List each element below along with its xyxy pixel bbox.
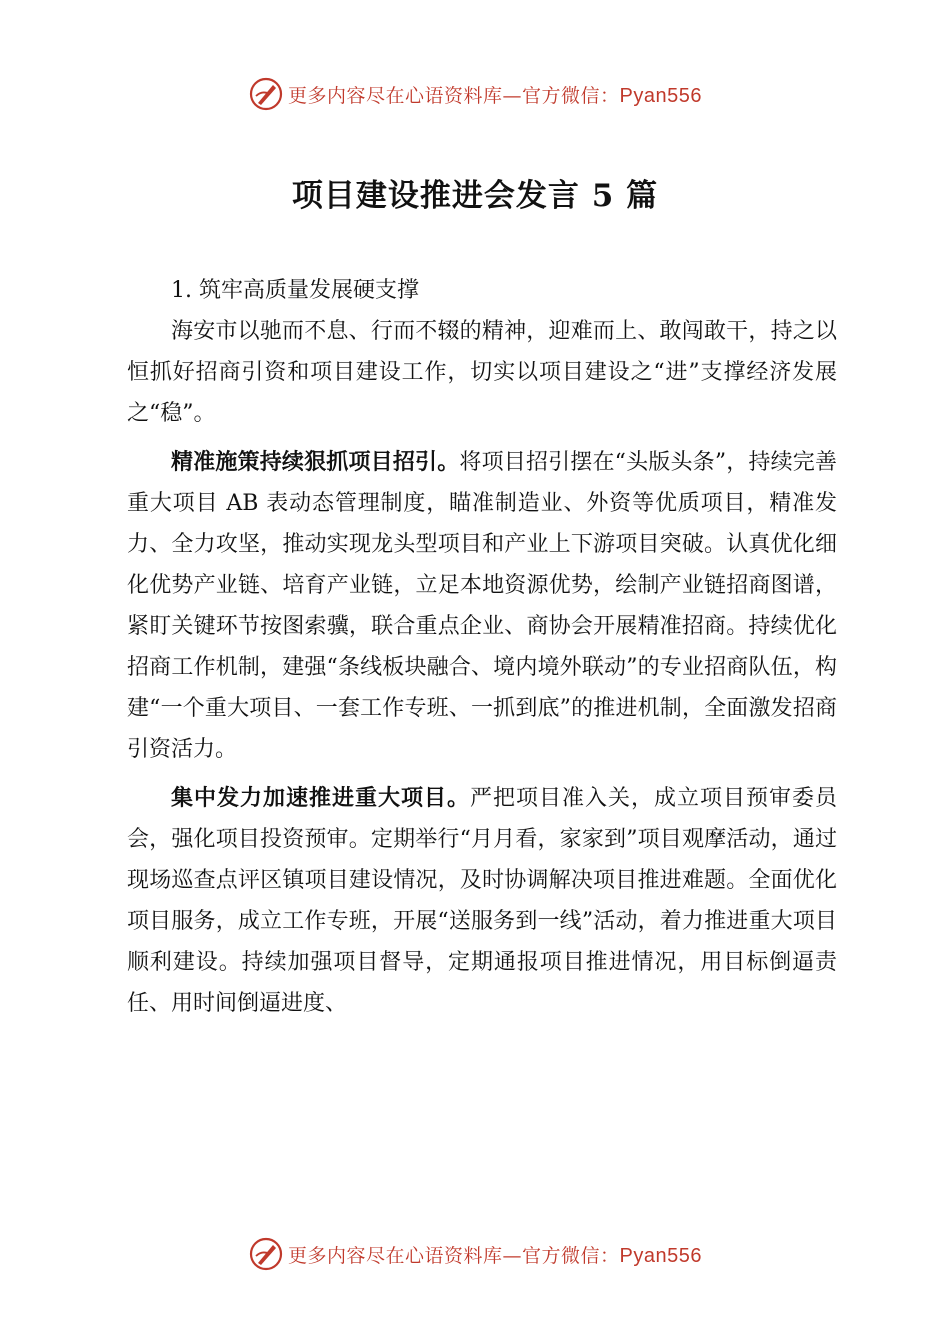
document-title: 项目建设推进会发言 5 篇 xyxy=(291,178,659,214)
quill-circle-icon xyxy=(248,76,284,112)
document-body xyxy=(127,270,837,1024)
watermark-id: Pyan556 xyxy=(619,1244,702,1267)
paragraph-1-lead: 精准施策持续狠抓项目招引。 xyxy=(171,450,460,475)
section-heading: 1. 筑牢高质量发展硬支撑 xyxy=(171,278,419,303)
paragraph-2-body: 严把项目准入关，成立项目预审委员会，强化项目投资预审。定期举行“月月看，家家到”项目观摩活动，通过现场巡查点评区镇项目建设情况，及时协调解决项目推进难题。全面优化项目服务，成立工作专班，开展“送服务到一线”活动，着力推进重大项目顺利建设。持续加强项目督导，定期通报项目推进情况，用目标倒逼责任、用时间倒逼进度、 xyxy=(127,786,837,1016)
paragraph-1 xyxy=(127,442,837,770)
header-watermark xyxy=(0,74,950,114)
watermark-text: 更多内容尽在心语资料库—官方微信：Pyan556 xyxy=(288,1244,702,1267)
paragraph-2 xyxy=(127,778,837,1024)
footer-watermark xyxy=(0,1234,950,1274)
watermark-id: Pyan556 xyxy=(619,84,702,107)
paragraph-2-lead: 集中发力加速推进重大项目。 xyxy=(171,786,470,811)
intro-paragraph: 海安市以驰而不息、行而不辍的精神，迎难而上、敢闯敢干，持之以恒抓好招商引资和项目建设工作，切实以项目建设之“进”支撑经济发展之“稳”。 xyxy=(127,319,837,426)
quill-circle-icon xyxy=(248,1236,284,1272)
paragraph-1-body: 将项目招引摆在“头版头条”，持续完善重大项目 AB 表动态管理制度，瞄准制造业、外资等优质项目，精准发力、全力攻坚，推动实现龙头型项目和产业上下游项目突破。认真优化细化优势产业链、培育产业链，立足本地资源优势，绘制产业链招商图谱，紧盯关键环节按图索骥，联合重点企业、商协会开展精准招商。持续优化招商工作机制，建强“条线板块融合、境内境外联动”的专业招商队伍，构建“一个重大项目、一套工作专班、一抓到底”的推进机制，全面激发招商引资活力。 xyxy=(127,450,837,762)
watermark-text: 更多内容尽在心语资料库—官方微信：Pyan556 xyxy=(288,84,702,107)
